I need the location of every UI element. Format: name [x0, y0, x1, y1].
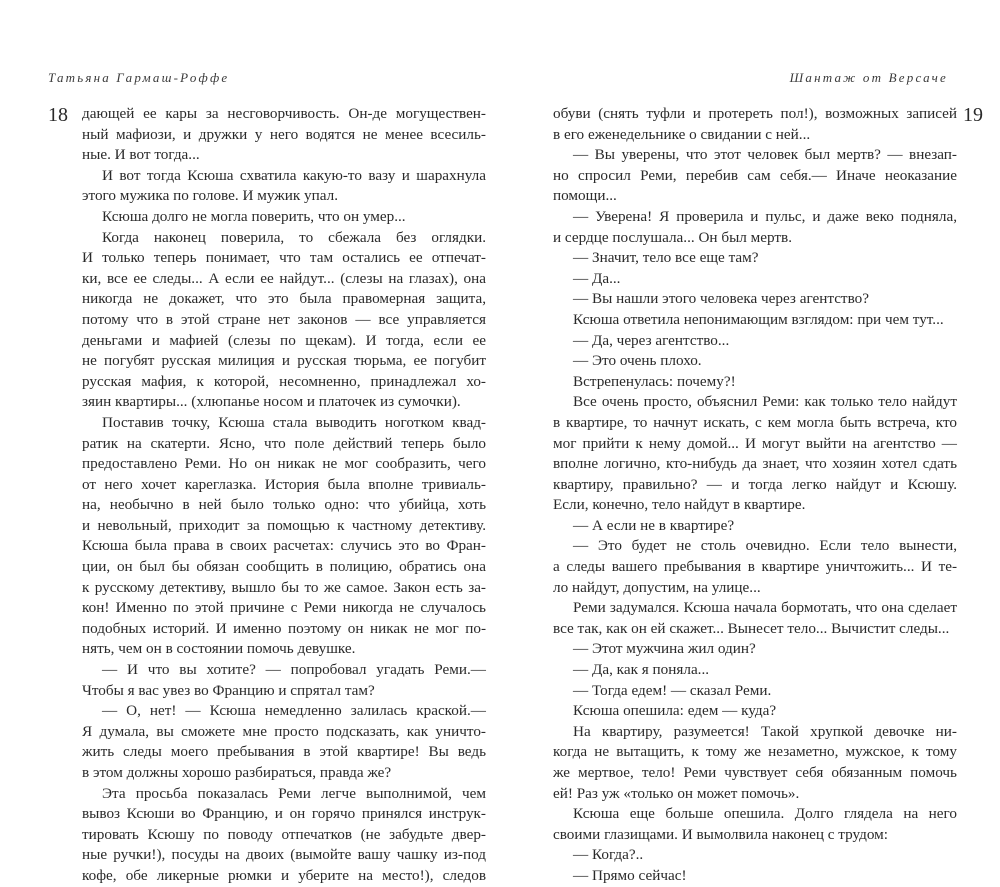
paragraph: [553, 372, 957, 393]
text-line: — Когда?..: [573, 846, 644, 864]
running-head-title: Шантаж от Версаче: [789, 70, 948, 85]
text-line: а следы вашего пребывания в квартире уничтожить... И те-: [553, 558, 957, 576]
text-line: — Значит, тело все еще там?: [573, 249, 759, 267]
text-line: все так, как он ей скажет... Вынесет тело... Вычистит следы...: [553, 619, 950, 637]
page-number-left: 18: [48, 104, 68, 126]
text-line: потому что в этой стране нет законов — все управляется: [82, 310, 486, 328]
paragraph: [82, 701, 486, 783]
text-line: Встрепенулась: почему?!: [573, 372, 736, 390]
text-line: Ксюша ответила непонимающим взглядом: при чем тут...: [573, 310, 944, 328]
text-line: и невольный, приходит за помощью к частному детективу.: [82, 516, 486, 534]
text-line: — Тогда едем! — сказал Реми.: [573, 681, 772, 699]
left-page-body: [82, 104, 486, 887]
text-line: — Это будет не столь очевидно. Если тело вынести,: [573, 537, 957, 555]
paragraph: [82, 104, 486, 166]
text-line: дающей ее кары за несговорчивость. Он-де могуществен-: [82, 105, 486, 122]
paragraph: [553, 104, 957, 145]
paragraph: [553, 289, 957, 310]
right-page-body: [553, 104, 957, 887]
text-line: русская мафия, к которой, несомненно, принадлежал хо-: [82, 372, 486, 390]
text-line: от него хочет кареглазка. История была вполне тривиаль-: [82, 475, 486, 493]
paragraph: [82, 207, 486, 228]
paragraph: [553, 310, 957, 331]
text-line: — Уверена! Я проверила и пульс, и даже веко подняла,: [573, 207, 957, 225]
page-number-right: 19: [963, 104, 983, 126]
text-line: в этом должны хорошо разбираться, правда же?: [82, 764, 392, 781]
text-line: к русскому детективу, вышло бы то же самое. Закон есть за-: [82, 578, 486, 596]
text-line: Реми задумался. Ксюша начала бормотать, что она сделает: [573, 599, 957, 617]
paragraph: [82, 228, 486, 413]
paragraph: [553, 269, 957, 290]
text-line: в его еженедельнике о свидании с ней...: [553, 125, 811, 143]
text-line: этого мужика по голове. И мужик упал.: [82, 187, 338, 205]
paragraph: [82, 660, 486, 701]
text-line: ратик на скатерти. Ясно, что поле действий теперь было: [82, 434, 486, 452]
paragraph: [553, 536, 957, 598]
text-line: Все очень просто, объяснил Реми: как только тело найдут: [573, 393, 957, 411]
paragraph: [82, 784, 486, 887]
text-line: и сердце послушала... Он был мертв.: [553, 228, 793, 246]
paragraph: [82, 166, 486, 207]
text-line: Ксюша была права в своих расчетах: случись это во Фран-: [82, 537, 486, 555]
text-line: в квартире, то начнут искать, с кем могла быть встреча, кто: [553, 413, 957, 431]
text-line: но спросил Реми, перебив сам себя.— Иначе неоказание: [553, 166, 957, 184]
running-head-author: Татьяна Гармаш-Роффе: [48, 70, 230, 85]
text-line: — Этот мужчина жил один?: [573, 640, 756, 658]
text-line: тировать Ксюшу по поводу отпечатков (не забудьте двер-: [82, 825, 486, 843]
text-line: Эта просьба показалась Реми легче выполнимой, чем: [102, 784, 486, 802]
paragraph: [553, 804, 957, 845]
text-line: И вот тогда Ксюша схватила какую-то вазу и шарахнула: [102, 166, 486, 184]
text-line: помощи...: [553, 187, 617, 205]
paragraph: [553, 145, 957, 207]
paragraph: [553, 207, 957, 248]
paragraph: [553, 351, 957, 372]
text-line: — Да, как я поняла...: [573, 661, 710, 679]
text-line: ей! Раз уж «только он может помочь».: [553, 784, 800, 802]
text-line: Ксюша еще больше опешила. Долго глядела на него: [573, 805, 957, 823]
text-line: вполне логично, кто-нибудь да знает, что хозяин хотел сдать: [553, 455, 957, 473]
text-line: зяин квартиры... (хлюпанье носом и платочек из сумочки).: [82, 393, 461, 411]
text-line: ные ручки!), посуды на двоих (вымойте вашу чашку из-под: [82, 846, 486, 864]
text-line: кофе, обе ликерные рюмки и уберите на место!), следов: [82, 866, 486, 884]
text-line: мог прийти к нему домой... И могут выйти на агентство —: [553, 434, 957, 452]
text-line: обуви (снять туфли и протереть пол!), возможных записей: [553, 105, 957, 122]
paragraph: [82, 413, 486, 660]
paragraph: [553, 660, 957, 681]
text-line: не погубят русская милиция и русская тюрьма, ее погубит: [82, 352, 486, 370]
paragraph: [553, 639, 957, 660]
text-line: Ксюша опешила: едем — куда?: [573, 702, 777, 720]
paragraph: [553, 722, 957, 804]
text-line: Ксюша долго не могла поверить, что он умер...: [102, 207, 406, 225]
text-line: подобных историй. И именно поэтому он никак не мог по-: [82, 619, 486, 637]
text-line: нять, чем он в состоянии помочь девушке.: [82, 640, 356, 658]
paragraph: [553, 866, 957, 887]
text-line: ные. И вот тогда...: [82, 146, 200, 164]
text-line: Чтобы я вас увез во Францию и спрятал там?: [82, 681, 375, 699]
text-line: предоставлено Реми. Но он никак не мог сообразить, чего: [82, 455, 486, 473]
text-line: Когда наконец поверила, то сбежала без оглядки.: [102, 228, 486, 246]
text-line: на, необычно в ней было только одно: что убийца, хоть: [82, 496, 486, 514]
text-line: ции, он был бы обязан сообщить в полицию, обратись она: [82, 558, 486, 576]
text-line: кон! Именно по этой причине с Реми никогда не случалось: [82, 599, 486, 617]
paragraph: [553, 392, 957, 516]
paragraph: [553, 248, 957, 269]
text-line: же мертвое, тело! Реми чувствует себя обязанным помочь: [553, 764, 957, 781]
text-line: На квартиру, разумеется! Такой хрупкой девочке ни-: [573, 722, 957, 740]
paragraph: [553, 598, 957, 639]
paragraph: [553, 681, 957, 702]
text-line: Я думала, вы сможете мне просто подсказать, как уничто-: [82, 722, 486, 740]
paragraph: [553, 845, 957, 866]
text-line: — Вы нашли этого человека через агентство?: [573, 290, 869, 308]
text-line: — А если не в квартире?: [573, 516, 735, 534]
text-line: — Да, через агентство...: [573, 331, 730, 349]
text-line: жить следы моего пребывания в этой квартире! Вы ведь: [82, 743, 486, 761]
paragraph: [553, 331, 957, 352]
text-line: своими глазищами. И вымолвила наконец с трудом:: [553, 825, 888, 843]
paragraph: [553, 516, 957, 537]
text-line: ный мафиози, и дружки у него водятся не менее всесиль-: [82, 125, 486, 143]
text-line: ки, все ее следы... А если ее найдут... (слезы на глазах), она: [82, 269, 486, 287]
text-line: никогда не докажет, что это была правомерная защита,: [82, 290, 486, 308]
text-line: — И что вы хотите? — попробовал угадать Реми.—: [102, 661, 486, 679]
text-line: Поставив точку, Ксюша стала выводить ноготком квад-: [102, 413, 486, 431]
text-line: — Да...: [573, 269, 621, 287]
text-line: ло найдут, допустим, на улице...: [553, 578, 761, 596]
text-line: — О, нет! — Ксюша немедленно залилась краской.—: [102, 702, 486, 720]
text-line: вывоз Ксюши во Францию, и он горячо принялся инструк-: [82, 805, 486, 823]
text-line: когда не вытащить, к тому же незаметно, мужское, к тому: [553, 743, 957, 761]
text-line: деньгами и мафией (слезы по щекам). И тогда, если ее: [82, 331, 486, 349]
text-line: — Это очень плохо.: [573, 352, 702, 370]
text-line: Если, конечно, тело найдут в квартире.: [553, 496, 806, 514]
text-line: — Вы уверены, что этот человек был мертв? — внезап-: [573, 146, 957, 164]
text-line: — Прямо сейчас!: [573, 866, 687, 884]
text-line: квартиру, правильно? — и тогда легко найдут и Ксюшу.: [553, 475, 957, 493]
paragraph: [553, 701, 957, 722]
text-line: И только теперь понимает, что там остались ее отпечат-: [82, 249, 486, 267]
